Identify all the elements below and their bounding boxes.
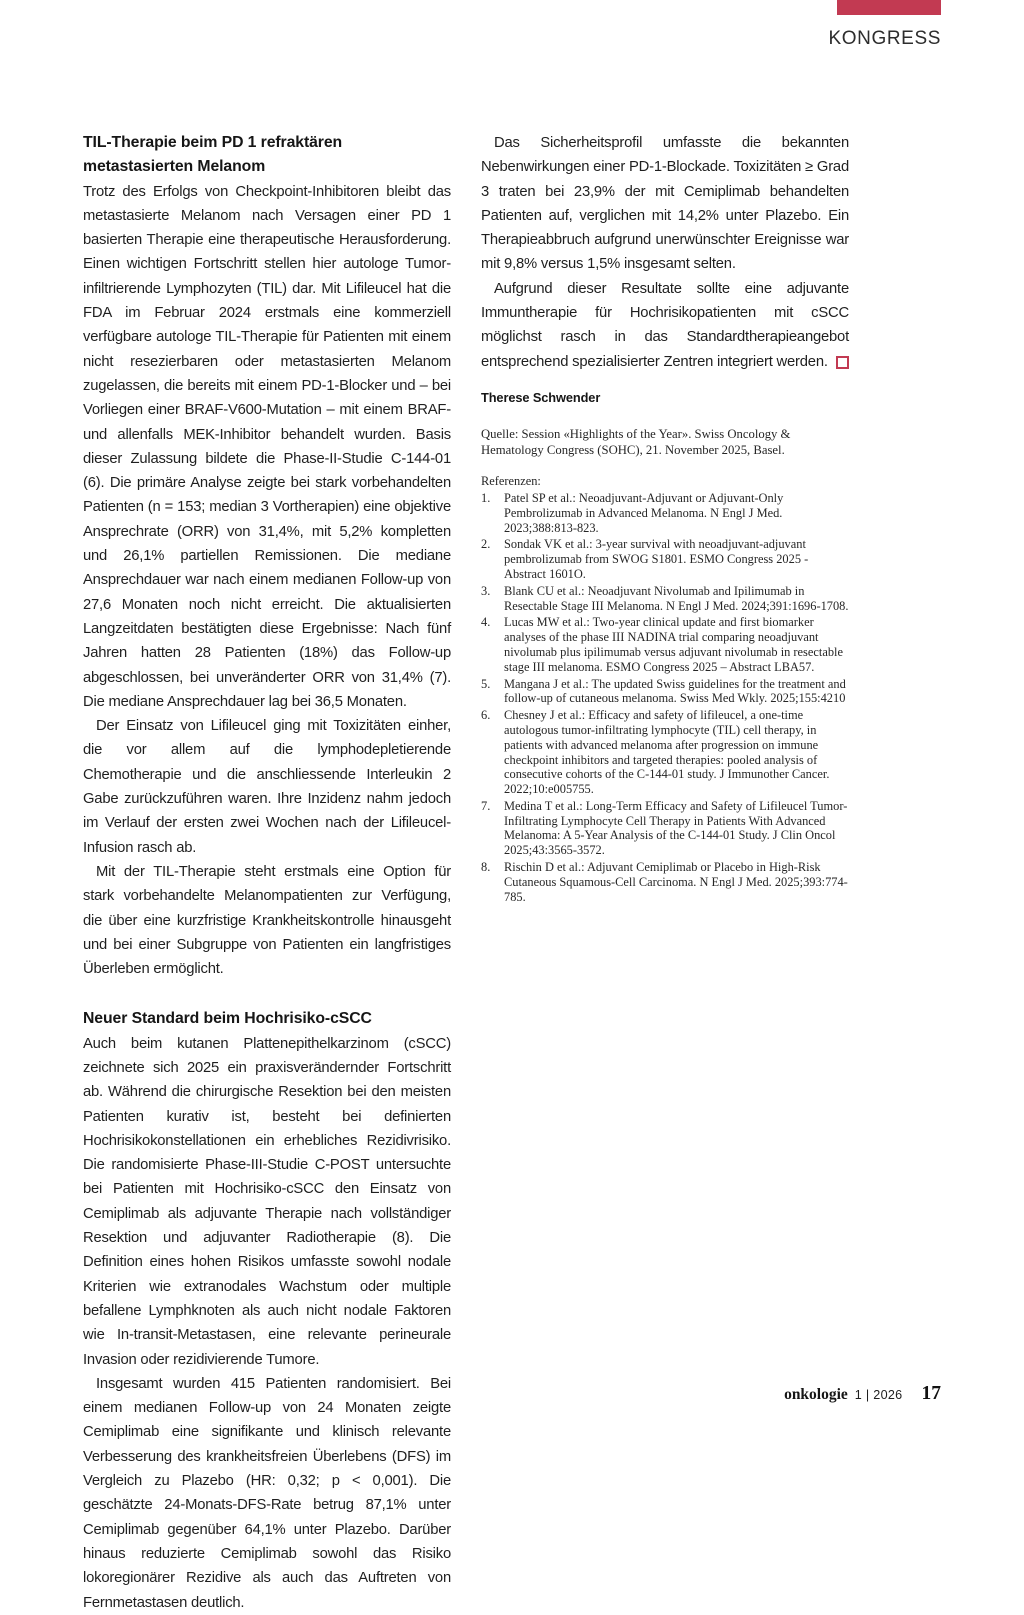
reference-text: Chesney J et al.: Efficacy and safety of lifileucel, a one-time autologous tumor-infiltrating lymphocyte (TIL) cell therapy, in patients with advanced melanoma after progression on immune checkpoint inhibitors and targeted therapies: pooled analysis of consecutive cohorts of the C-144-01 study. J Immunother Cancer. 2022;10:e005755.: [504, 708, 830, 797]
paragraph-safety: Das Sicherheitsprofil umfasste die bekannten Nebenwirkungen einer PD-1-Blockade. Toxizitäten ≥ Grad 3 traten bei 23,9% der mit Cemiplimab behandelten Patienten auf, verglichen mit 14,2% unter Plazebo. Ein Therapieabbruch aufgrund unerwünschter Ereignisse war mit 9,8% versus 1,5% insgesamt selten.: [481, 135, 849, 273]
reference-number: 7.: [481, 798, 491, 813]
paragraph-conclusion-text: Aufgrund dieser Resultate sollte eine adjuvante Immuntherapie für Hochrisikopatienten mit cSCC möglichst rasch in das Standardtherapieangebot entsprechend spezialisierter Zentren integriert werden.: [481, 280, 849, 370]
reference-text: Blank CU et al.: Neoadjuvant Nivolumab and Ipilimumab in Resectable Stage III Melanoma. N Engl J Med. 2024;391:1696-1708.: [504, 583, 849, 613]
reference-item: [481, 677, 849, 707]
page-number: 17: [921, 1383, 941, 1404]
issue-label: 1 | 2026: [854, 1388, 903, 1402]
reference-number: 2.: [481, 537, 491, 552]
page-footer: [541, 1383, 941, 1405]
source-note: Quelle: Session «Highlights of the Year». Swiss Oncology & Hematology Congress (SOHC), 21. November 2025, Basel.: [481, 426, 791, 457]
reference-item: [481, 860, 849, 904]
reference-text: Medina T et al.: Long-Term Efficacy and Safety of Lifileucel Tumor-Infiltrating Lymphocyte Cell Therapy in Patients With Advanced Melanoma: A 5-Year Analysis of the C-144-01 Study. J Clin Oncol 2025;43:3565-3572.: [504, 798, 848, 858]
reference-number: 3.: [481, 583, 491, 598]
reference-text: Sondak VK et al.: 3-year survival with neoadjuvant-adjuvant pembrolizumab from SWOG S1801. ESMO Congress 2025 - Abstract 1601O.: [504, 537, 809, 581]
reference-number: 5.: [481, 676, 491, 691]
reference-number: 1.: [481, 490, 491, 505]
section-kicker: KONGRESS: [828, 28, 941, 49]
paragraph-til-option: Mit der TIL-Therapie steht erstmals eine Option für stark vorbehandelte Melanompatienten zur Verfügung, die über eine kurzfristige Krankheitskontrolle hinausgeht und bei einer Subgruppe von Patienten ein langfristiges Überleben ermöglicht.: [83, 863, 451, 978]
paragraph-conclusion: [481, 277, 849, 374]
reference-number: 6.: [481, 708, 491, 723]
section-color-tab: [837, 0, 941, 15]
paragraph-cscc-results: Insgesamt wurden 415 Patienten randomisiert. Bei einem medianen Follow-up von 24 Monaten zeigte Cemiplimab eine signifikante und klinisch relevante Verbesserung des krankheitsfreien Überlebens (DFS) im Vergleich zu Plazebo (HR: 0,32; p < 0,001). Die geschätzte 24-Monats-DFS-Rate betrug 87,1% unter Cemiplimab gegenüber 64,1% unter Plazebo. Darüber hinaus reduzierte Cemiplimab sowohl das Risiko lokoregionärer Rezidive als auch das Auftreten von Fernmetastasen deutlich.: [83, 1375, 451, 1611]
right-column: [481, 131, 849, 904]
reference-number: 4.: [481, 615, 491, 630]
reference-text: Lucas MW et al.: Two-year clinical update and first biomarker analyses of the phase III NADINA trial comparing neoadjuvant nivolumab plus ipilimumab versus adjuvant nivolumab in resectable stage III melanoma. ESMO Congress 2025 – Abstract LBA57.: [504, 615, 843, 674]
author-name: Therese Schwender: [481, 389, 601, 405]
end-of-article-icon: [836, 356, 849, 369]
section-heading-cscc: Neuer Standard beim Hochrisiko-cSCC: [83, 1010, 372, 1028]
reference-item: [481, 537, 849, 581]
paragraph-toxicity: Der Einsatz von Lifileucel ging mit Toxizitäten einher, die vor allem auf die lymphodepletierende Chemotherapie und die anschliessende Interleukin 2 Gabe zurückzuführen waren. Ihre Inzidenz nahm jedoch im Verlauf der ersten zwei Wochen nach der Lifileucel-Infusion rasch ab.: [83, 718, 451, 856]
article-heading: TIL-Therapie beim PD 1 refraktären metastasierten Melanom: [83, 134, 343, 176]
journal-title: onkologie: [784, 1386, 848, 1403]
paragraph-cscc-intro: Auch beim kutanen Plattenepithelkarzinom (cSCC) zeichnete sich 2025 ein praxisverändernder Fortschritt ab. Während die chirurgische Resektion bei den meisten Patienten kurativ ist, besteht bei definierten Hochrisikokonstellationen ein erhebliches Rezidivrisiko. Die randomisierte Phase-III-Studie C-POST untersuchte bei Patienten mit Hochrisiko-cSCC den Einsatz von Cemiplimab als adjuvante Therapie nach vollständiger Resektion und adjuvanter Radiotherapie (8). Die Definition eines hohen Risikos umfasste sowohl nodale Kriterien wie extranodales Wachstum oder multiple befallene Lymphknoten als auch nicht nodale Faktoren wie In-transit-Metastasen, eine relevante perineurale Invasion oder rezidivierende Tumore.: [83, 1035, 451, 1368]
reference-text: Patel SP et al.: Neoadjuvant-Adjuvant or Adjuvant-Only Pembrolizumab in Advanced Melanoma. N Engl J Med. 2023;388:813-823.: [504, 490, 784, 535]
reference-text: Mangana J et al.: The updated Swiss guidelines for the treatment and follow-up of cutaneous melanoma. Swiss Med Wkly. 2025;155:4210: [504, 676, 846, 706]
reference-item: [481, 615, 849, 674]
paragraph-til-intro: Trotz des Erfolgs von Checkpoint-Inhibitoren bleibt das metastasierte Melanom nach Versagen einer PD 1 basierten Therapie eine therapeutische Herausforderung. Einen wichtigen Fortschritt stellen hier autologe Tumor-infiltrierende Lymphozyten (TIL) dar. Mit Lifileucel hat die FDA im Februar 2024 erstmals eine kommerziell verfügbare autologe TIL-Therapie für Patienten mit einem nicht resezierbaren oder metastasierten Melanom zugelassen, die bereits mit einem PD-1-Blocker und – bei Vorliegen einer BRAF-V600-Mutation – mit einem BRAF- und allenfalls MEK-Inhibitor behandelt wurden. Basis dieser Zulassung bildete die Phase-II-Studie C-144-01 (6). Die primäre Analyse zeigte bei stark vorbehandelten Patienten (n = 153; median 3 Vortherapien) eine objektive Ansprechrate (ORR) von 31,4%, mit 5,2% kompletten und 26,1% partiellen Remissionen. Die mediane Ansprechdauer war nach einem medianen Follow-up von 27,6 Monaten noch nicht erreicht. Die aktualisierten Langzeitdaten bestätigten diese Ergebnisse: Nach fünf Jahren hatten 28 Patienten (18%) das Follow-up abgeschlossen, bei unveränderter ORR von 31,4% (7). Die mediane Ansprechdauer lag bei 36,5 Monaten.: [83, 183, 451, 710]
reference-item: [481, 584, 849, 614]
reference-number: 8.: [481, 860, 491, 875]
reference-item: [481, 491, 849, 535]
left-column: [83, 131, 451, 1615]
reference-item: [481, 708, 849, 797]
reference-item: [481, 799, 849, 858]
reference-text: Rischin D et al.: Adjuvant Cemiplimab or Placebo in High-Risk Cutaneous Squamous-Cell Carcinoma. N Engl J Med. 2025;393:774-785.: [504, 860, 848, 904]
references-label: Referenzen:: [481, 474, 541, 489]
